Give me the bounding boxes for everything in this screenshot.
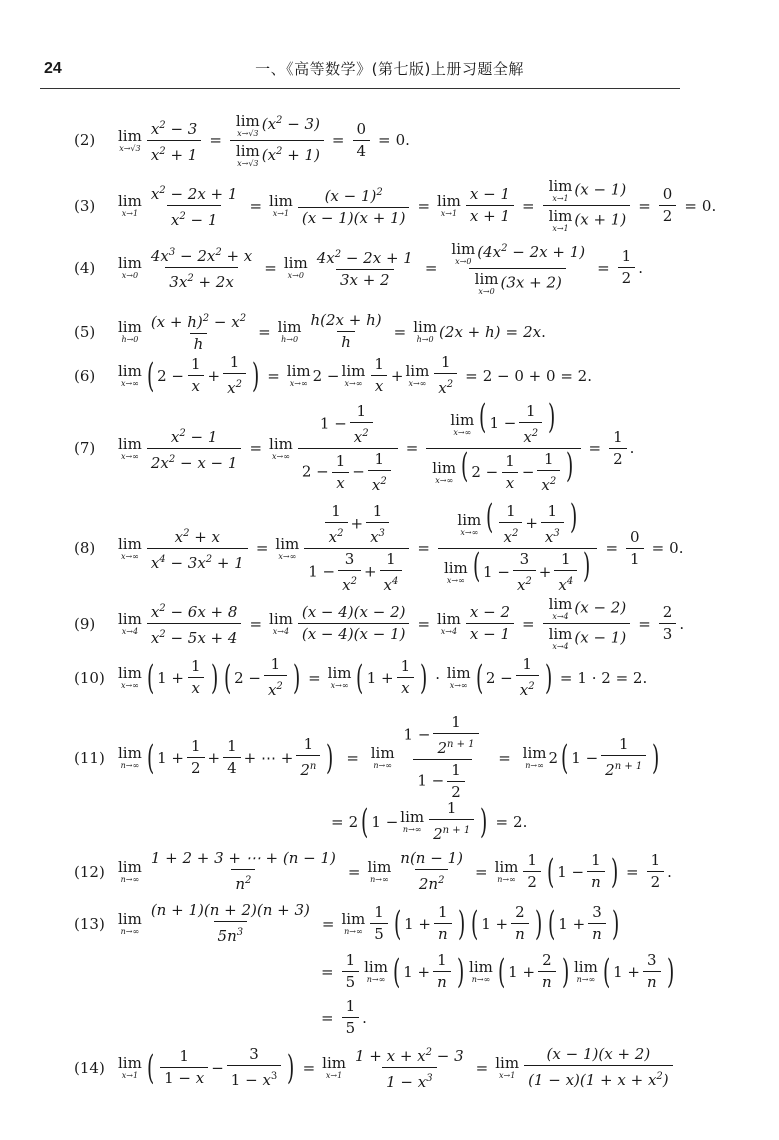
problem-11: (11) lim n→∞ ( 1 + $\frac{1}{2}$ + $\frac{1}{4}$ + ⋯ + $\frac{1}{2^n}$ ) = lim n→∞ 1 − $\frac{1}{2^{n + 1}}$ 1 − $\frac{1}{2}$ = lim n→∞ 2 ( 1 − $\frac{1}{2^{n + 1}}$ ) [74, 713, 660, 801]
page-number: 24 [44, 60, 62, 77]
problem-result: 0 [701, 196, 712, 215]
problem-label: (11) [74, 748, 105, 767]
problem-label: (5) [74, 322, 96, 341]
problem-result: 2 [632, 668, 643, 687]
problem-4: (4) lim x→0 $\frac{4x^3 - 2x^2 + x}{3x^2 + 2x}$ = lim x→0 $\frac{4x^2 - 2x + 1}{3x + 2}$ = lim x→0 $(4x^2 - 2x + 1)$ lim x→0 (3x + 2) = $\frac{1}{2}$ . [74, 239, 643, 296]
problem-13-step2: = $\frac{1}{5}$ lim n→∞ ( 1 + $\frac{1}{n}$ ) lim n→∞ ( 1 + $\frac{2}{n}$ ) lim n→∞ ( 1 + $\frac{3}{n}$ ) [321, 951, 674, 992]
header-rule [40, 88, 680, 89]
problem-2: (2) lim x→√3 $\frac{x^2 - 3}{x^2 + 1}$ = lim x→√3 $(x^2 - 3)$ lim x→√3 $(x^2 + 1)$ = $\frac{0}{4}$ = 0 . [74, 111, 410, 168]
problem-label: (3) [74, 196, 96, 215]
problem-10: (10) lim x→∞ ( 1 + $\frac{1}{x}$ ) ( 2 − $\frac{1}{x^2}$ ) = lim x→∞ ( 1 + $\frac{1}{x}$ ) · lim x→∞ ( 2 − $\frac{1}{x^2}$ ) = 1 · 2 = 2 . [74, 655, 648, 699]
problem-result: 2 [577, 366, 588, 385]
problem-label: (13) [74, 914, 105, 933]
problem-label: (9) [74, 614, 96, 633]
problem-13-step3: = $\frac{1}{5}$ . [321, 997, 367, 1037]
problem-3: (3) lim x→1 $\frac{x^2 - 2x + 1}{x^2 - 1}$ = lim x→1 $\frac{(x - 1)^2}{(x - 1)(x + 1)}$ = lim x→1 $\frac{x - 1}{x + 1}$ = lim x→1 (x − 1) lim x→1 (x + 1) = $\frac{0}{2}$ = 0 . [74, 177, 717, 233]
problem-label: (14) [74, 1058, 105, 1077]
problem-9: (9) lim x→4 $\frac{x^2 - 6x + 8}{x^2 - 5x + 4}$ = lim x→4 $\frac{(x - 4)(x - 2)}{(x - 4)(x - 1)}$ = lim x→4 $\frac{x - 2}{x - 1}$ = lim x→4 (x − 2) lim x→4 (x − 1) = $\frac{2}{3}$ . [74, 595, 685, 651]
problem-7: (7) lim x→∞ $\frac{x^2 - 1}{2x^2 - x - 1}$ = lim x→∞ 1 − $\frac{1}{x^2}$ 2 − $\frac{1}{x}$ − $\frac{1}{x^2}$ = lim x→∞ ( 1 − $\frac{1}{x^2}$ ) lim x→∞ ( 2 − $\frac{1}{x}$ − $\frac{1}{x^2}$ ) = $\frac{1}{2}$ . [74, 397, 635, 494]
problem-5: (5) lim h→0 $\frac{(x + h)^2 - x^2}{h}$ = lim h→0 $\frac{h(2x + h)}{h}$ = lim h→0 (2x + h) = 2x . [74, 311, 546, 353]
problem-result: 0 [395, 131, 406, 149]
running-header: 一、《高等数学》(第七版)上册习题全解 [255, 60, 524, 78]
problem-label: (8) [74, 539, 96, 557]
problem-6: (6) lim x→∞ ( 2 − $\frac{1}{x}$ + $\frac{1}{x^2}$ ) = lim x→∞ 2 − lim x→∞ $\frac{1}{x}$ + lim x→∞ $\frac{1}{x^2}$ = 2 − 0 + 0 = 2 . [74, 353, 592, 397]
problem-13: (13) lim n→∞ $\frac{(n + 1)(n + 2)(n + 3)}{5n^3}$ = lim n→∞ $\frac{1}{5}$ ( 1 + $\frac{1}{n}$ ) ( 1 + $\frac{2}{n}$ ) ( 1 + $\frac{3}{n}$ ) [74, 901, 620, 945]
problem-result: 2x [523, 322, 542, 341]
problem-result: 2 [513, 812, 523, 831]
problem-8: (8) lim x→∞ $\frac{x^2 + x}{x^4 - 3x^2 + 1}$ = lim x→∞ $\frac{1}{x^2}$ + $\frac{1}{x^3}$ 1 − $\frac{3}{x^2}$ + $\frac{1}{x^4}$ = lim x→∞ ( $\frac{1}{x^2}$ + $\frac{1}{x^3}$ ) lim x→∞ ( 1 − $\frac{3}{x^2}$ + $\frac{1}{x^4}$ ) = $\frac{0}{1}$ = 0 . [74, 497, 684, 594]
problem-label: (10) [74, 668, 105, 687]
problem-label: (7) [74, 439, 96, 457]
problem-label: (4) [74, 258, 96, 277]
problem-label: (2) [74, 131, 96, 149]
problem-11-continued: = 2 ( 1 − lim n→∞ $\frac{1}{2^{n + 1}}$ ) = 2 . [331, 799, 528, 843]
problem-result: 0 [669, 539, 679, 557]
problem-label: (12) [74, 862, 105, 881]
problem-label: (6) [74, 366, 96, 385]
problem-14: (14) lim x→1 ( $\frac{1}{1 - x}$ − $\frac{3}{1 - x^3}$ ) = lim x→1 $\frac{1 + x + x^2 - 3}{1 - x^3}$ = lim x→1 $\frac{(x - 1)(x + 2)}{(1 - x)(1 + x + x^2)}$ [74, 1044, 676, 1091]
problem-12: (12) lim n→∞ $\frac{1 + 2 + 3 + \cdots + (n - 1)}{n^2}$ = lim n→∞ $\frac{n(n - 1)}{2n^2}$ = lim n→∞ $\frac{1}{2}$ ( 1 − $\frac{1}{n}$ ) = $\frac{1}{2}$ . [74, 849, 672, 893]
